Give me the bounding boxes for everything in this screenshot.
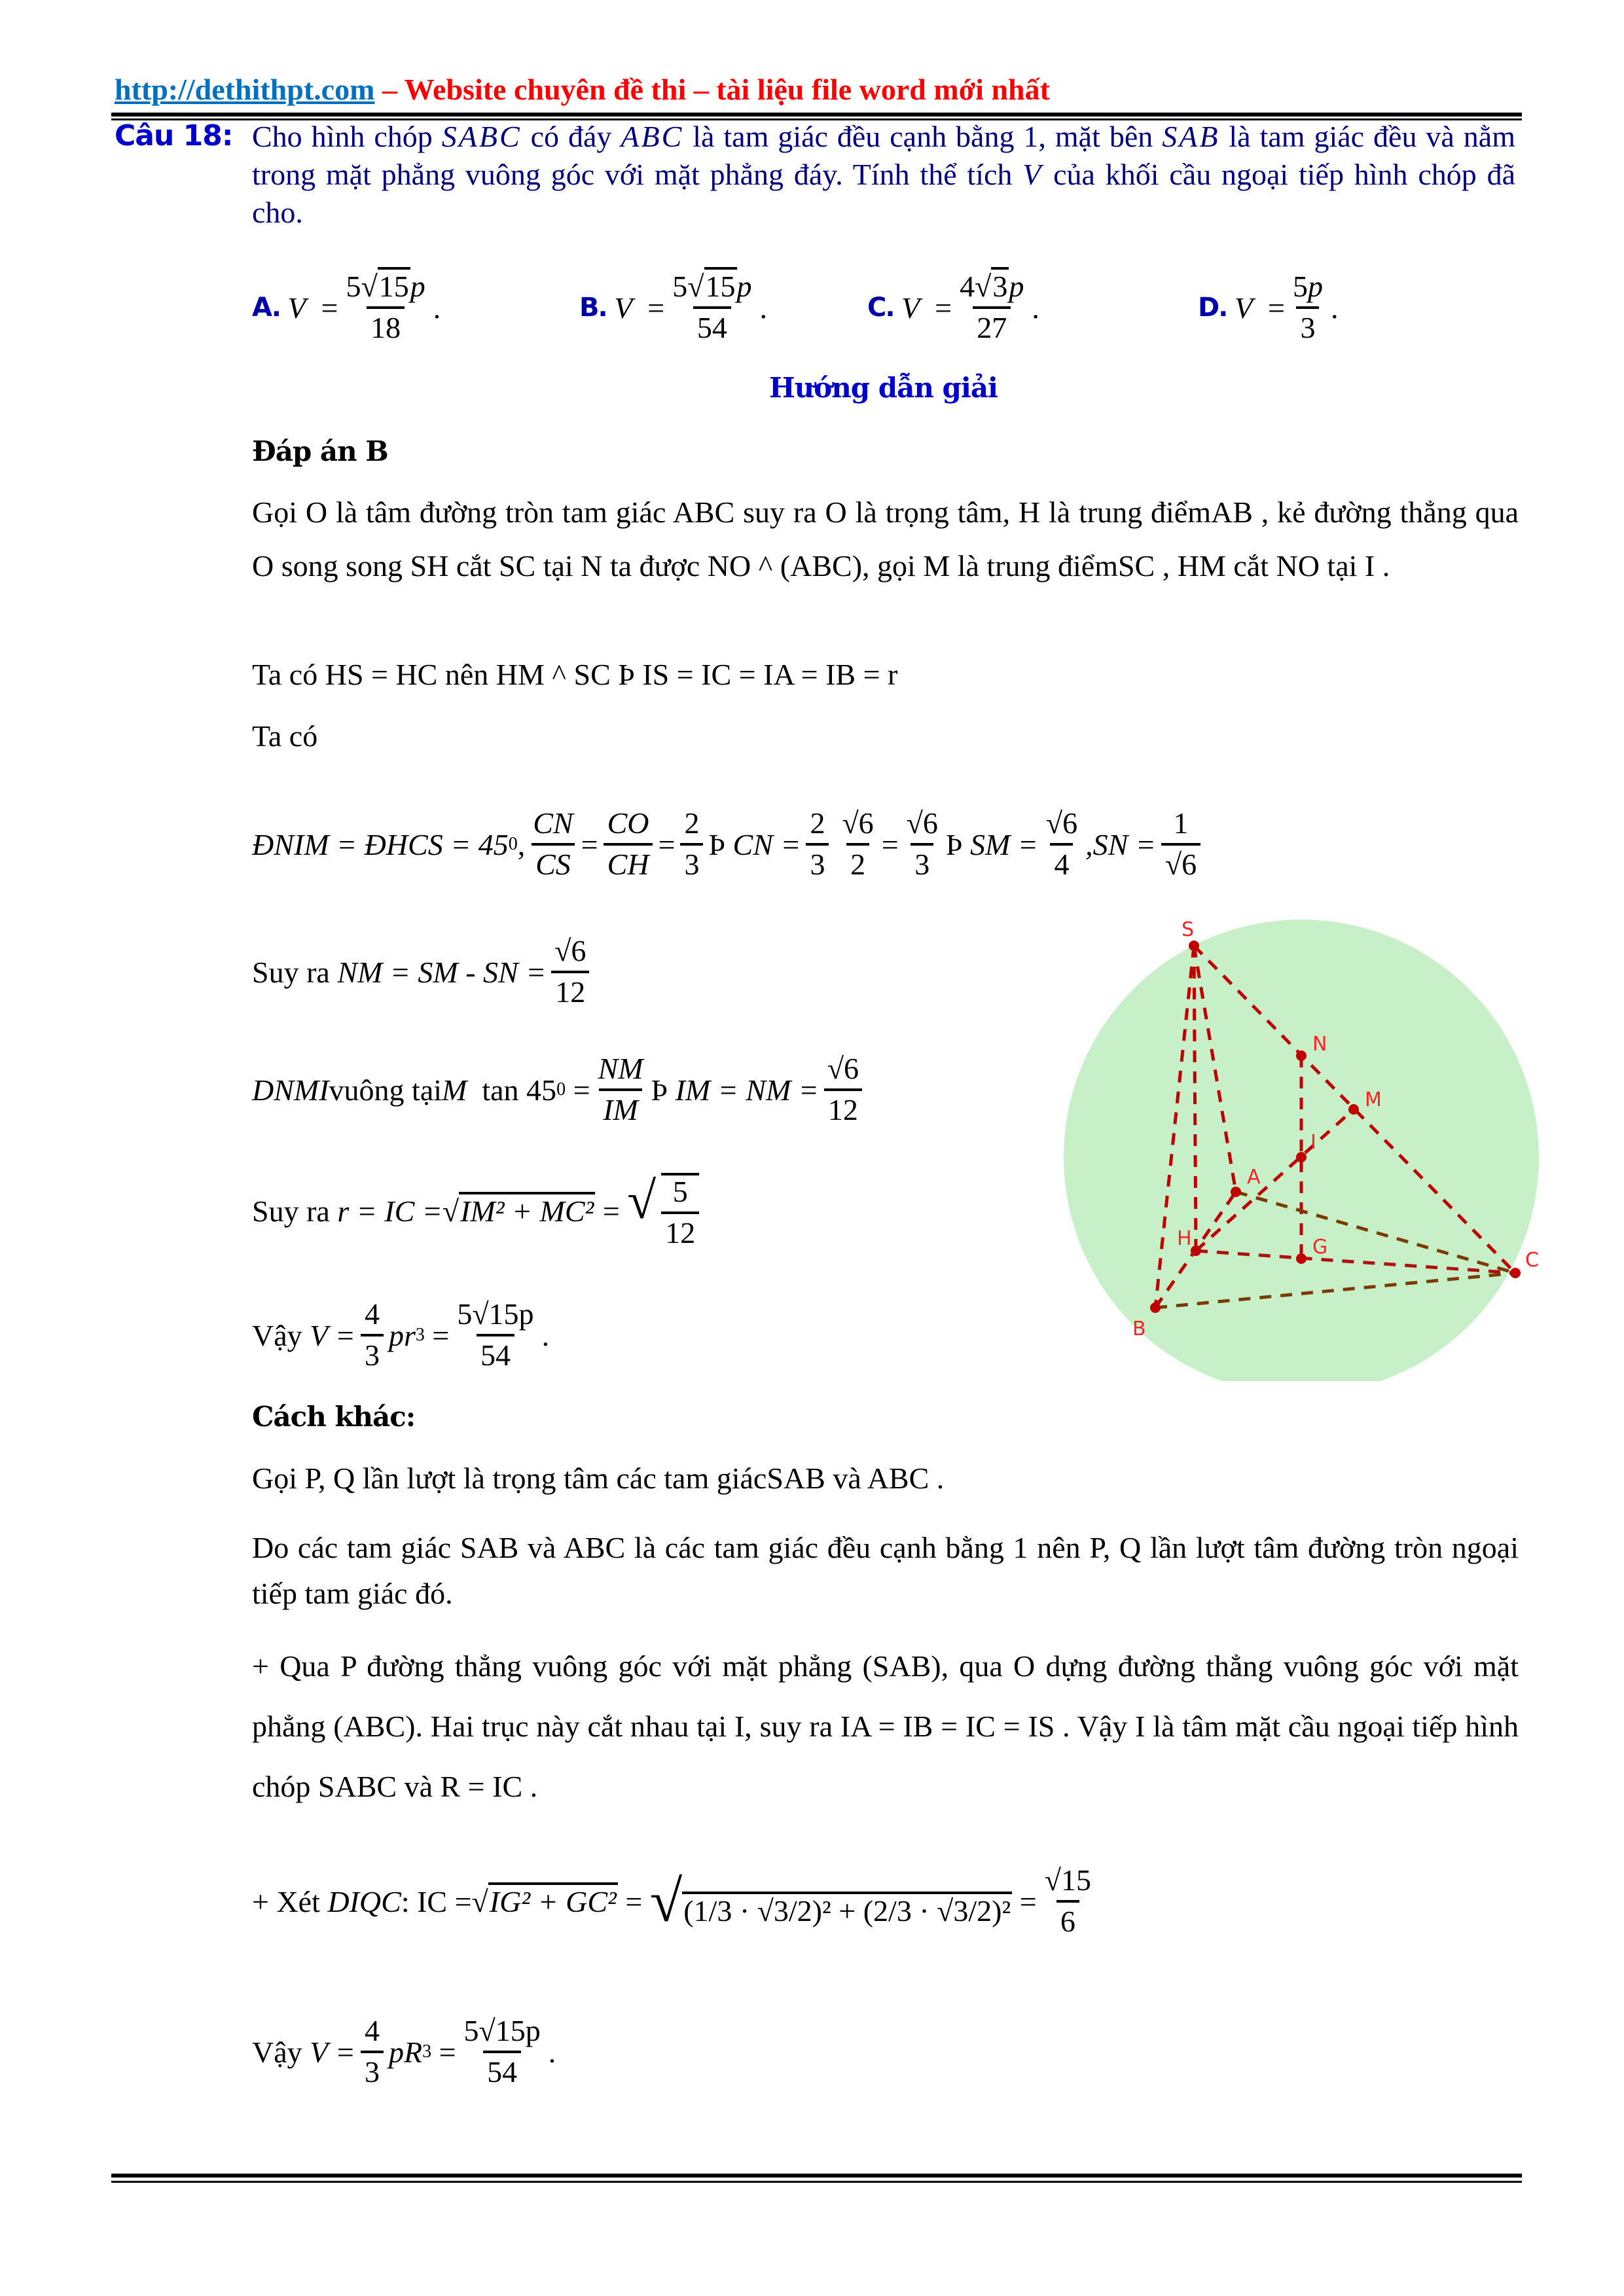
alternative-title: Cách khác: xyxy=(252,1401,416,1433)
equation-volume-1: Vậy V = $\frac{4}{3}$ pr 3 = $\frac{5√15p}{54}$ . xyxy=(252,1297,550,1372)
svg-text:G: G xyxy=(1312,1236,1328,1259)
question-label: Câu 18: xyxy=(115,119,233,152)
footer-rule-thin xyxy=(111,2181,1522,2183)
alternative-paragraph-2: Do các tam giác SAB và ABC là các tam giác đều cạnh bằng 1 nên P, Q lần lượt tâm đường tròn ngoại tiếp tam giác đó. xyxy=(252,1531,1519,1610)
svg-text:B: B xyxy=(1132,1318,1146,1340)
solution-title: Hướng dẫn giải xyxy=(769,372,998,404)
option-a[interactable]: A. V = $\frac{5√15p}{18}$ . xyxy=(252,259,441,357)
alternative-paragraph-3: + Qua P đường thẳng vuông góc với mặt phẳng (SAB), qua O dựng đường thẳng vuông góc với mặt phẳng (ABC). Hai trục này cắt nhau tại I, suy ra IA = IB = IC = IS . Vậy I là tâm mặt cầu ngoại tiếp hình chóp SABC và R = IC . xyxy=(252,1649,1519,1803)
page-header xyxy=(115,72,1050,107)
equation-ic: + Xét DIQC : IC = √IG² + GC² = √(1/3 · √3/2)² + (2/3 · √3/2)² = $\frac{√15}{6}$ xyxy=(252,1863,1091,1938)
option-b[interactable]: B. V = $\frac{5√15p}{54}$ . xyxy=(579,259,767,357)
equation-volume-2: Vậy V = $\frac{4}{3}$ pR 3 = $\frac{5√15p}{54}$ . xyxy=(252,2014,556,2089)
answer-label: Đáp án B xyxy=(252,435,388,467)
alternative-paragraph-1: Gọi P, Q lần lượt là trọng tâm các tam giácSAB và ABC . xyxy=(252,1462,945,1495)
svg-text:N: N xyxy=(1312,1033,1327,1056)
question-text: Cho hình chóp SABC có đáy ABC là tam giác đều cạnh bằng 1, mặt bên SAB là tam giác đều và nằm trong mặt phẳng vuông góc với mặt phẳng đáy. Tính thể tích V của khối cầu ngoại tiếp hình chóp đã cho. xyxy=(252,120,1515,229)
site-tagline: – Website chuyên đề thi – tài liệu file word mới nhất xyxy=(374,73,1050,106)
solution-paragraph-1: Gọi O là tâm đường tròn tam giác ABC suy ra O là trọng tâm, H là trung điểmAB , kẻ đường thẳng qua O song song SH cắt SC tại N ta được NO ^ (ABC), gọi M là trung điểmSC , HM cắt NO tại I . xyxy=(252,495,1519,583)
solution-paragraph-2: Ta có HS = HC nên HM ^ SC Þ IS = IC = IA = IB = r xyxy=(252,658,898,691)
svg-text:H: H xyxy=(1177,1227,1192,1250)
svg-text:S: S xyxy=(1182,918,1195,941)
equation-im: DNMI vuông tại M tan 45 0 = $\frac{NM}{IM}$ Þ IM = NM = $\frac{√6}{12}$ xyxy=(252,1047,867,1132)
pyramid-sphere-diagram xyxy=(1054,910,1551,1381)
svg-text:I: I xyxy=(1310,1131,1316,1154)
option-d[interactable]: D. V = $\frac{5p}{3}$ . xyxy=(1198,270,1339,344)
option-c[interactable]: C. V = $\frac{4√3p}{27}$ . xyxy=(867,259,1039,357)
svg-text:C: C xyxy=(1525,1249,1539,1272)
svg-text:A: A xyxy=(1247,1166,1261,1189)
equation-nm: Suy ra NM = SM - SN = $\frac{√6}{12}$ xyxy=(252,929,594,1014)
equation-angles: ĐNIM = ĐHCS = 45 0 , $\frac{CN}{CS}$ = $\frac{CO}{CH}$ = $\frac{2}{3}$ Þ CN = $\frac{2}{3}$ $\frac{√6}{2}$ = $\frac{√6}{3}$ Þ SM = $\frac{√6}{4}$ ,SN = $\frac{1}{√6}$ xyxy=(252,789,1206,900)
equation-radius: Suy ra r = IC = √IM² + MC² = √ $\frac{5}{12}$ xyxy=(252,1168,704,1253)
site-link[interactable]: http://dethithpt.com xyxy=(115,73,375,106)
footer-rule-thick xyxy=(111,2174,1522,2178)
header-rule-thick xyxy=(111,113,1522,117)
svg-text:M: M xyxy=(1365,1088,1382,1111)
solution-paragraph-3: Ta có xyxy=(252,719,318,753)
